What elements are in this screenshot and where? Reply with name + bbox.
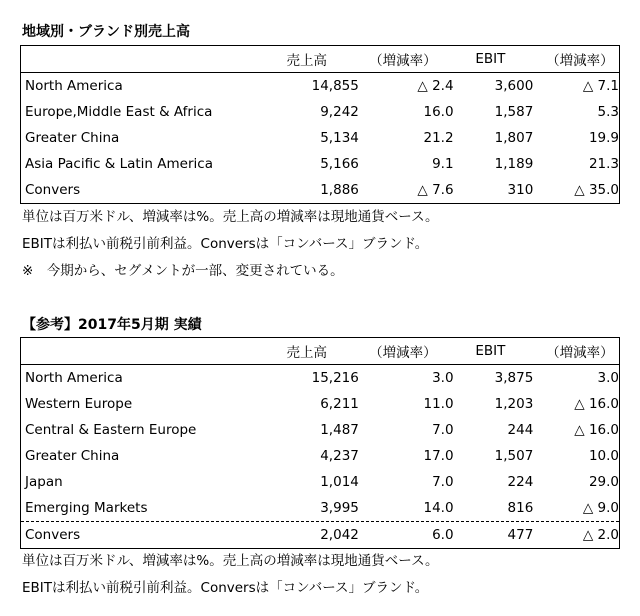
ebit-cell: 816 [507,500,534,516]
ebit-change-cell: △ 2.0 [582,527,620,543]
ebit-cell: 1,203 [494,396,534,412]
ebit-change-cell: △ 9.0 [582,500,620,516]
header-ebit-change: （増減率） [546,345,614,361]
region-cell: North America [25,370,123,386]
sales-cell: 1,487 [320,422,359,438]
ebit-cell: 1,587 [494,104,534,120]
region-cell: Asia Pacific & Latin America [25,156,213,172]
sales-cell: 5,134 [320,130,359,146]
sales-change-cell: 6.0 [432,527,454,543]
ebit-change-cell: 29.0 [588,474,620,490]
table1-header-row [21,46,619,73]
table-row [21,495,619,521]
header-ebit-change: （増減率） [546,53,614,69]
sales-change-cell: 21.2 [423,130,454,146]
table1-note: EBITは利払い前税引前利益。Conversは「コンバース」ブランド。 [22,236,429,252]
ebit-change-cell: 21.3 [588,156,620,172]
table-row [21,365,619,391]
region-cell: Greater China [25,130,120,146]
sales-cell: 1,014 [320,474,359,490]
header-sales-change: （増減率） [369,345,437,361]
ebit-change-cell: 5.3 [597,104,620,120]
sales-change-cell: 3.0 [432,370,454,386]
sales-cell: 4,237 [320,448,359,464]
sales-cell: 2,042 [320,527,359,543]
sales-change-cell: 16.0 [423,104,454,120]
ebit-change-cell: 19.9 [588,130,620,146]
region-cell: Japan [25,474,63,490]
region-cell: Europe,Middle East & Africa [25,104,213,120]
header-ebit: EBIT [475,343,506,359]
region-cell: Emerging Markets [25,500,148,516]
region-cell: Convers [25,527,81,543]
header-sales-change: （増減率） [369,53,437,69]
region-cell: Western Europe [25,396,133,412]
ebit-cell: 310 [507,182,534,198]
ebit-change-cell: 10.0 [588,448,620,464]
region-cell: North America [25,78,123,94]
sales-cell: 3,995 [320,500,359,516]
ebit-cell: 1,807 [494,130,534,146]
ebit-change-cell: △ 16.0 [574,396,620,412]
region-cell: Central & Eastern Europe [25,422,197,438]
ebit-cell: 1,507 [494,448,534,464]
table-row [21,99,619,125]
sales-change-cell: 7.0 [432,422,454,438]
header-sales: 売上高 [286,345,327,361]
table-row [21,73,619,99]
table-row [21,469,619,495]
table2-note: 単位は百万米ドル、増減率は%。売上高の増減率は現地通貨ベース。 [22,553,439,569]
sales-change-cell: △ 2.4 [417,78,454,94]
table-row [21,391,619,417]
table-row [21,151,619,177]
ebit-cell: 3,875 [494,370,534,386]
table-row [21,417,619,443]
table1-note: 単位は百万米ドル、増減率は%。売上高の増減率は現地通貨ベース。 [22,209,439,225]
ebit-change-cell: △ 16.0 [574,422,620,438]
table2-title: 【参考】2017年5月期 実績 [22,317,202,333]
ebit-cell: 224 [507,474,534,490]
sales-change-cell: 9.1 [432,156,454,172]
table-row [21,125,619,151]
sales-cell: 1,886 [320,182,359,198]
sales-cell: 9,242 [320,104,359,120]
ebit-cell: 1,189 [494,156,534,172]
ebit-cell: 244 [507,422,534,438]
ebit-change-cell: △ 7.1 [582,78,620,94]
table2 [20,337,620,549]
region-cell: Greater China [25,448,120,464]
table-row [21,443,619,469]
ebit-change-cell: △ 35.0 [574,182,620,198]
table2-header-row [21,338,619,365]
table1-note: ※ 今期から、セグメントが一部、変更されている。 [22,263,344,279]
sales-change-cell: △ 7.6 [417,182,454,198]
region-cell: Convers [25,182,81,198]
ebit-cell: 3,600 [494,78,534,94]
table1-title: 地域別・ブランド別売上高 [22,24,190,40]
table1 [20,45,620,204]
sales-cell: 6,211 [320,396,359,412]
table-row [21,177,619,203]
sales-cell: 15,216 [311,370,359,386]
header-ebit: EBIT [475,51,506,67]
table-row [21,521,619,548]
sales-change-cell: 17.0 [423,448,454,464]
ebit-change-cell: 3.0 [597,370,620,386]
sales-change-cell: 14.0 [423,500,454,516]
sales-change-cell: 7.0 [432,474,454,490]
ebit-cell: 477 [507,527,534,543]
sales-cell: 5,166 [320,156,359,172]
header-sales: 売上高 [286,53,327,69]
table2-note: EBITは利払い前税引前利益。Conversは「コンバース」ブランド。 [22,580,429,596]
sales-cell: 14,855 [311,78,359,94]
sales-change-cell: 11.0 [423,396,454,412]
